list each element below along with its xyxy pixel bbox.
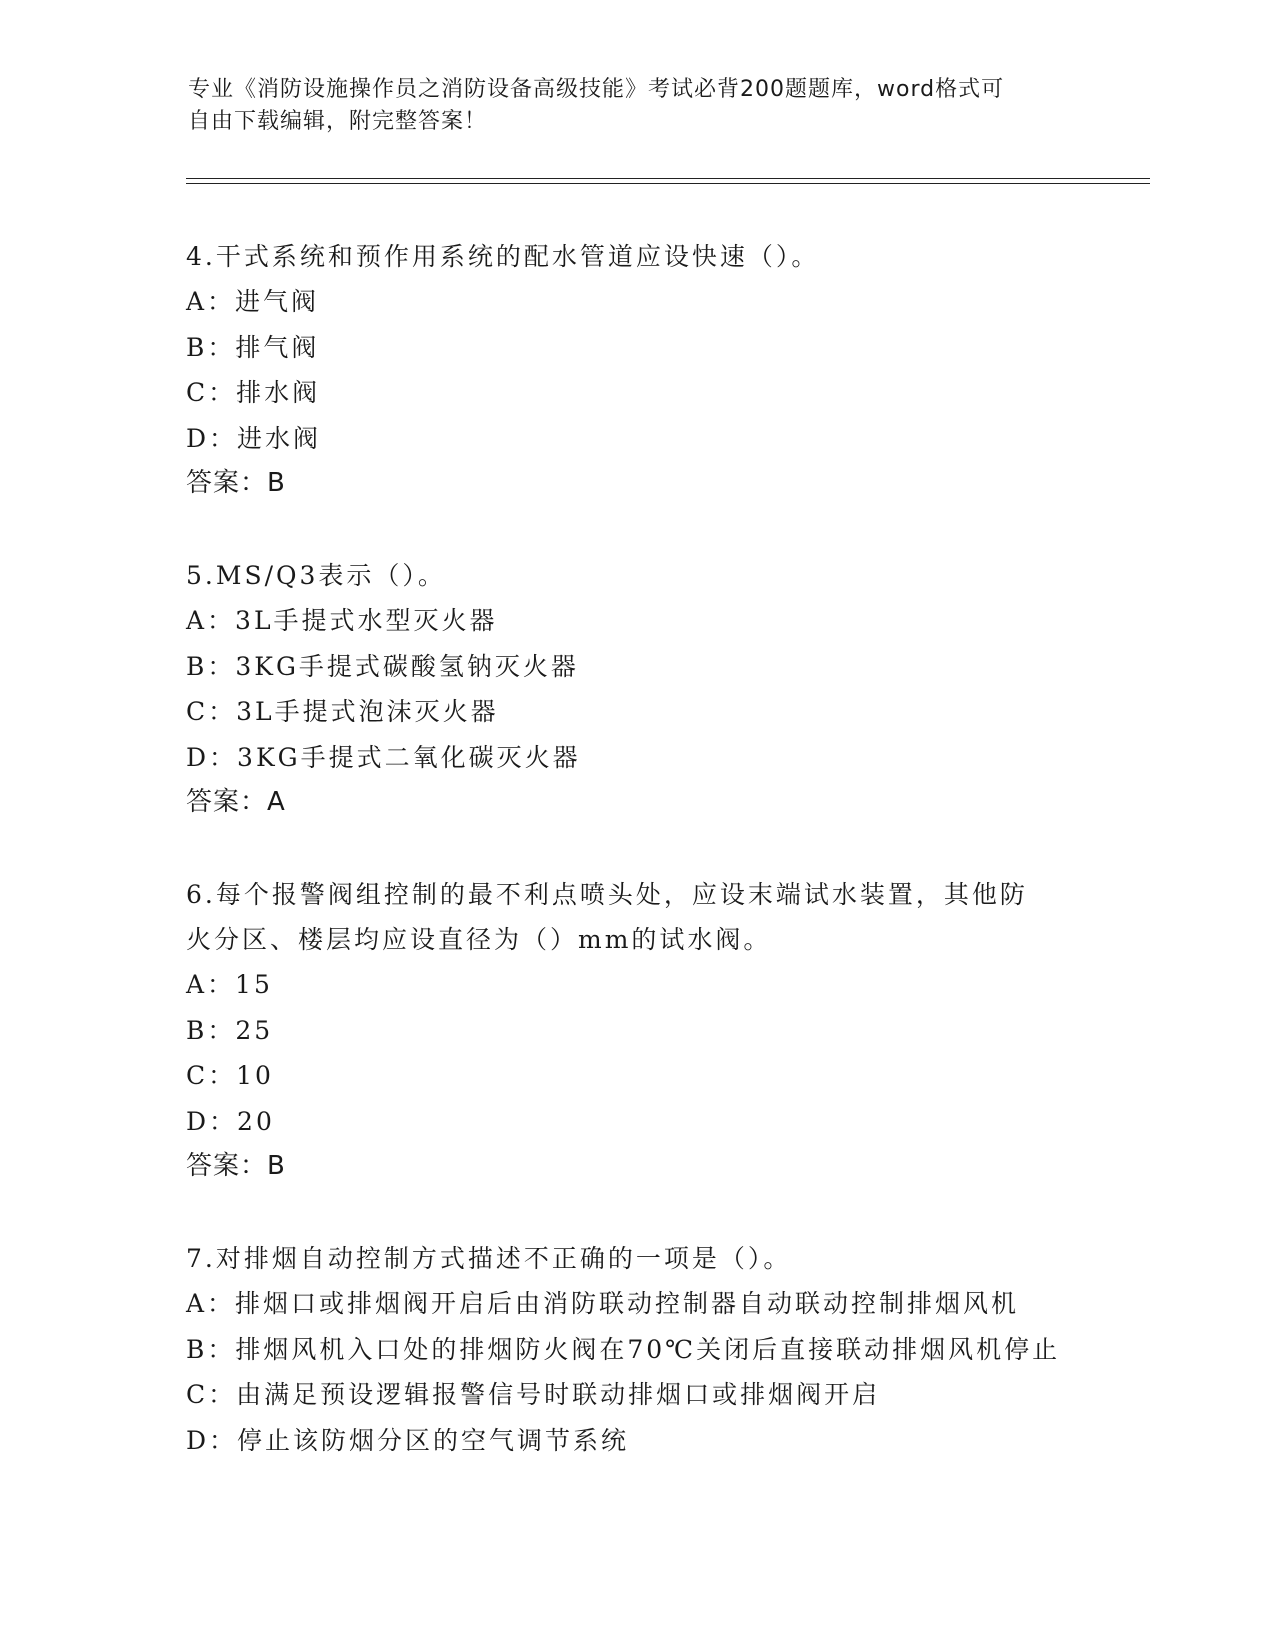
question-stem: 4.干式系统和预作用系统的配水管道应设快速（）。 bbox=[186, 242, 820, 271]
option-c: C：3L手提式泡沫灭火器 bbox=[186, 697, 499, 726]
answer: 答案：B bbox=[186, 468, 286, 498]
option-b: B：3KG手提式碳酸氢钠灭火器 bbox=[186, 651, 579, 681]
option-b: B：排气阀 bbox=[186, 332, 320, 362]
answer: 答案：B bbox=[186, 1151, 286, 1181]
document-header bbox=[188, 74, 1088, 138]
answer: 答案：A bbox=[186, 787, 286, 817]
option-c: C：由满足预设逻辑报警信号时联动排烟口或排烟阀开启 bbox=[186, 1380, 881, 1409]
question-7 bbox=[186, 1236, 1086, 1463]
option-c: C：10 bbox=[186, 1061, 274, 1090]
option-d: D：20 bbox=[186, 1106, 275, 1136]
header-divider-top bbox=[186, 178, 1150, 179]
option-b: B：排烟风机入口处的排烟防火阀在70℃关闭后直接联动排烟风机停止 bbox=[186, 1334, 1061, 1364]
question-5 bbox=[186, 553, 1086, 826]
option-a: A：排烟口或排烟阀开启后由消防联动控制器自动联动控制排烟风机 bbox=[186, 1289, 1020, 1318]
header-line-2: 自由下载编辑，附完整答案！ bbox=[188, 109, 488, 134]
option-a: A：15 bbox=[186, 970, 273, 999]
option-b: B：25 bbox=[186, 1015, 274, 1045]
option-a: A：3L手提式水型灭火器 bbox=[186, 606, 498, 635]
option-d: D：进水阀 bbox=[186, 423, 322, 453]
header-line-1: 专业《消防设施操作员之消防设备高级技能》考试必背200题题库，word格式可 bbox=[188, 77, 1005, 102]
question-stem: 7.对排烟自动控制方式描述不正确的一项是（）。 bbox=[186, 1244, 792, 1273]
question-stem: 5.MS/Q3表示（）。 bbox=[186, 561, 446, 590]
header-divider-bottom bbox=[186, 183, 1150, 184]
question-stem-line-2: 火分区、楼层均应设直径为（）mm的试水阀。 bbox=[186, 925, 772, 954]
question-6 bbox=[186, 872, 1086, 1190]
question-stem-line-1: 6.每个报警阀组控制的最不利点喷头处，应设末端试水装置，其他防 bbox=[186, 880, 1028, 909]
option-d: D：3KG手提式二氧化碳灭火器 bbox=[186, 742, 581, 772]
option-d: D：停止该防烟分区的空气调节系统 bbox=[186, 1425, 630, 1455]
option-c: C：排水阀 bbox=[186, 378, 321, 407]
question-4 bbox=[186, 234, 1086, 507]
option-a: A：进气阀 bbox=[186, 287, 320, 316]
